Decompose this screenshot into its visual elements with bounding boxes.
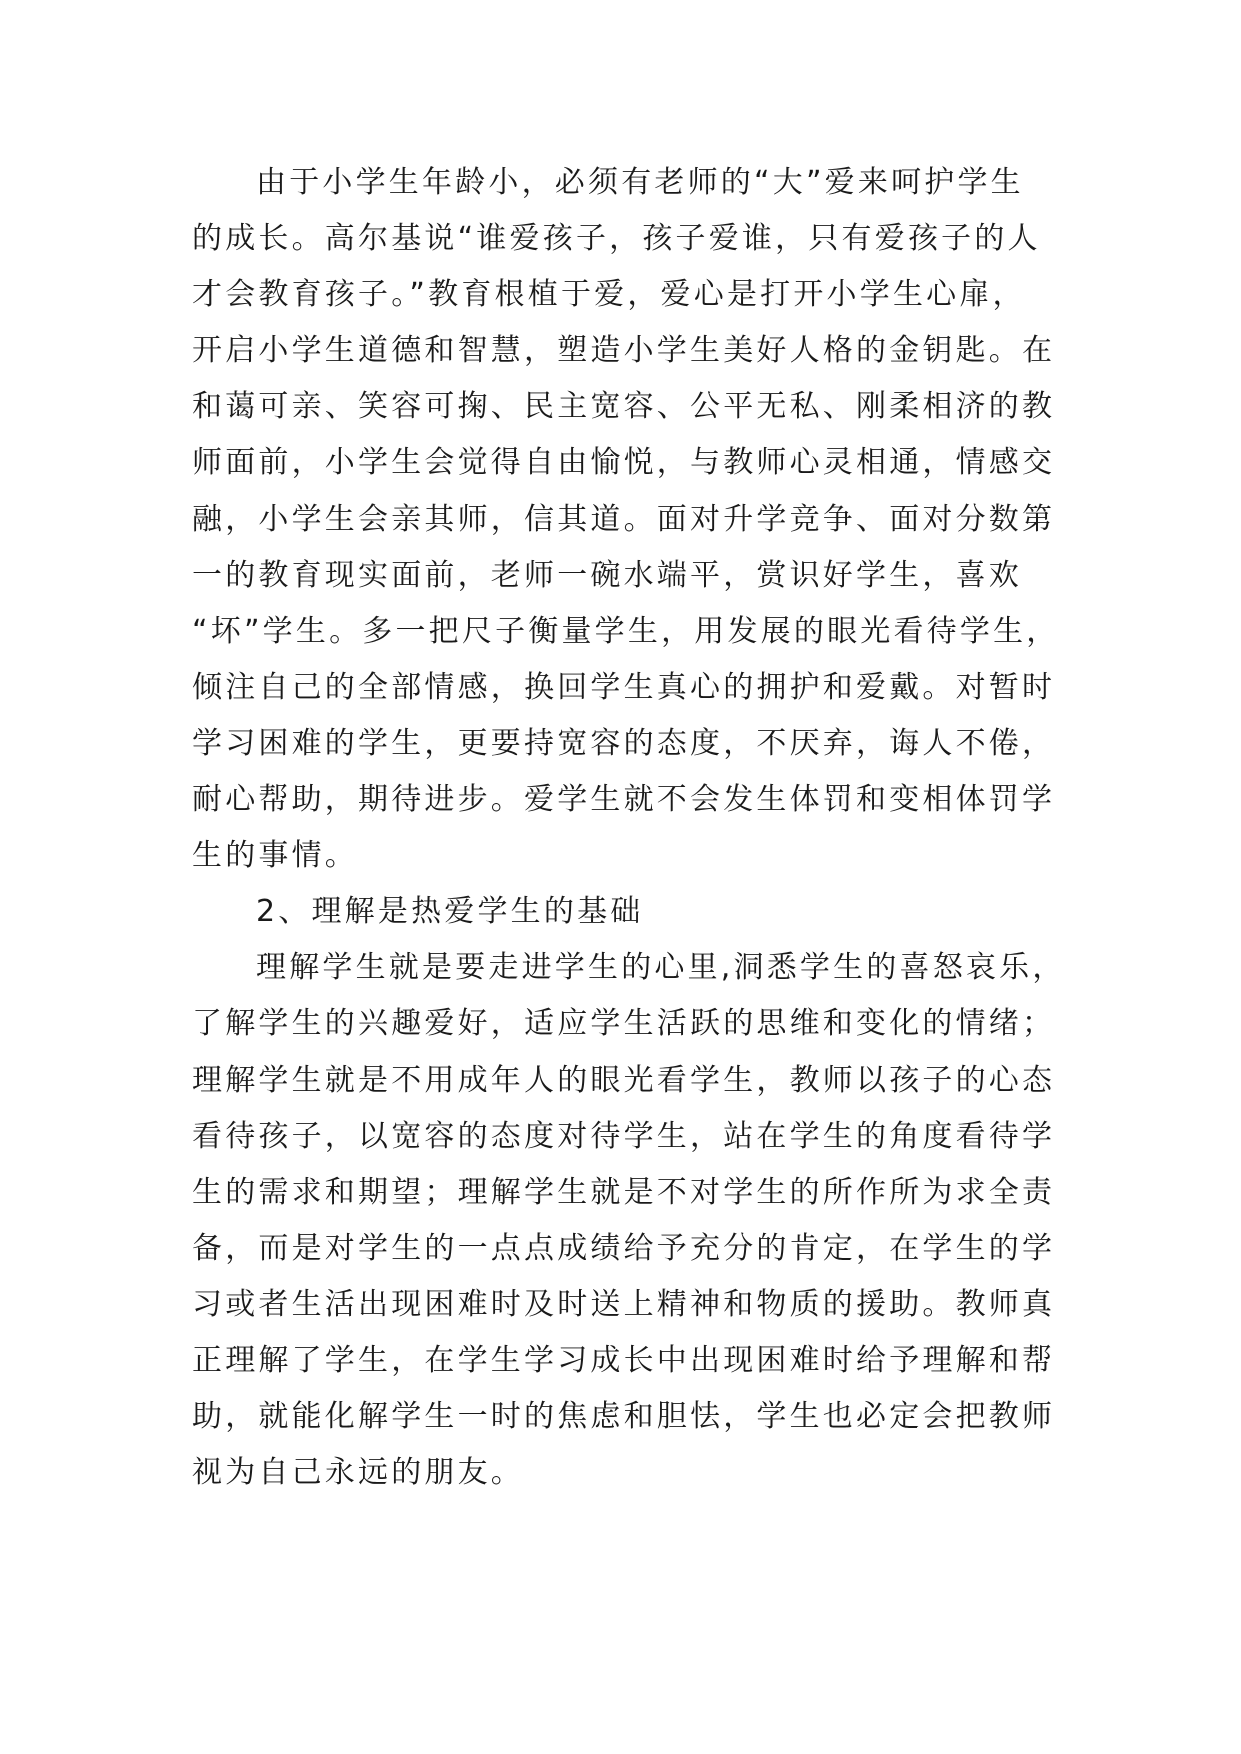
paragraph-2-line: 习或者生活出现困难时及时送上精神和物质的援助。教师真: [192, 1286, 1056, 1322]
paragraph-2-line: 正理解了学生，在学生学习成长中出现困难时给予理解和帮: [192, 1342, 1056, 1378]
paragraph-1-line: 倾注自己的全部情感，换回学生真心的拥护和爱戴。对暂时: [192, 669, 1056, 705]
paragraph-1-line: 一的教育现实面前，老师一碗水端平，赏识好学生，喜欢: [192, 557, 1022, 593]
paragraph-1-line: 由于小学生年龄小，必须有老师的“大”爱来呵护学生: [256, 165, 1024, 200]
paragraph-1-line: 师面前，小学生会觉得自由愉悦，与教师心灵相通，情感交: [192, 445, 1056, 481]
paragraph-1-line: 和蔼可亲、笑容可掬、民主宽容、公平无私、刚柔相济的教: [192, 389, 1056, 425]
paragraph-1-line: 学习困难的学生，更要持宽容的态度，不厌弃，诲人不倦，: [192, 725, 1056, 761]
paragraph-2-line: 理解学生就是要走进学生的心里,洞悉学生的喜怒哀乐，: [256, 950, 1066, 986]
paragraph-2-line: 理解学生就是不用成年人的眼光看学生，教师以孩子的心态: [192, 1062, 1056, 1098]
paragraph-1-line: 耐心帮助，期待进步。爱学生就不会发生体罚和变相体罚学: [192, 782, 1056, 818]
paragraph-2-line: 助，就能化解学生一时的焦虑和胆怯，学生也必定会把教师: [192, 1399, 1056, 1435]
paragraph-1-line: 的成长。高尔基说“谁爱孩子，孩子爱谁，只有爱孩子的人: [192, 221, 1041, 257]
paragraph-1-line: “坏”学生。多一把尺子衡量学生，用发展的眼光看待学生，: [192, 613, 1060, 649]
paragraph-1-line: 开启小学生道德和智慧，塑造小学生美好人格的金钥匙。在: [192, 333, 1056, 369]
paragraph-2-line: 生的需求和期望；理解学生就是不对学生的所作所为求全责: [192, 1174, 1056, 1210]
document-body: [192, 155, 1066, 1501]
section-heading: 2、理解是热爱学生的基础: [256, 894, 644, 930]
paragraph-2-line: 了解学生的兴趣爱好，适应学生活跃的思维和变化的情绪；: [192, 1006, 1056, 1042]
paragraph-2-line: 视为自己永远的朋友。: [192, 1455, 524, 1491]
paragraph-1-line: 融，小学生会亲其师，信其道。面对升学竞争、面对分数第: [192, 501, 1056, 537]
paragraph-2-line: 备，而是对学生的一点点成绩给予充分的肯定，在学生的学: [192, 1230, 1056, 1266]
paragraph-1-line: 生的事情。: [192, 838, 358, 874]
paragraph-1-line: 才会教育孩子。”教育根植于爱，爱心是打开小学生心扉，: [192, 277, 1026, 313]
paragraph-2-line: 看待孩子，以宽容的态度对待学生，站在学生的角度看待学: [192, 1118, 1056, 1154]
